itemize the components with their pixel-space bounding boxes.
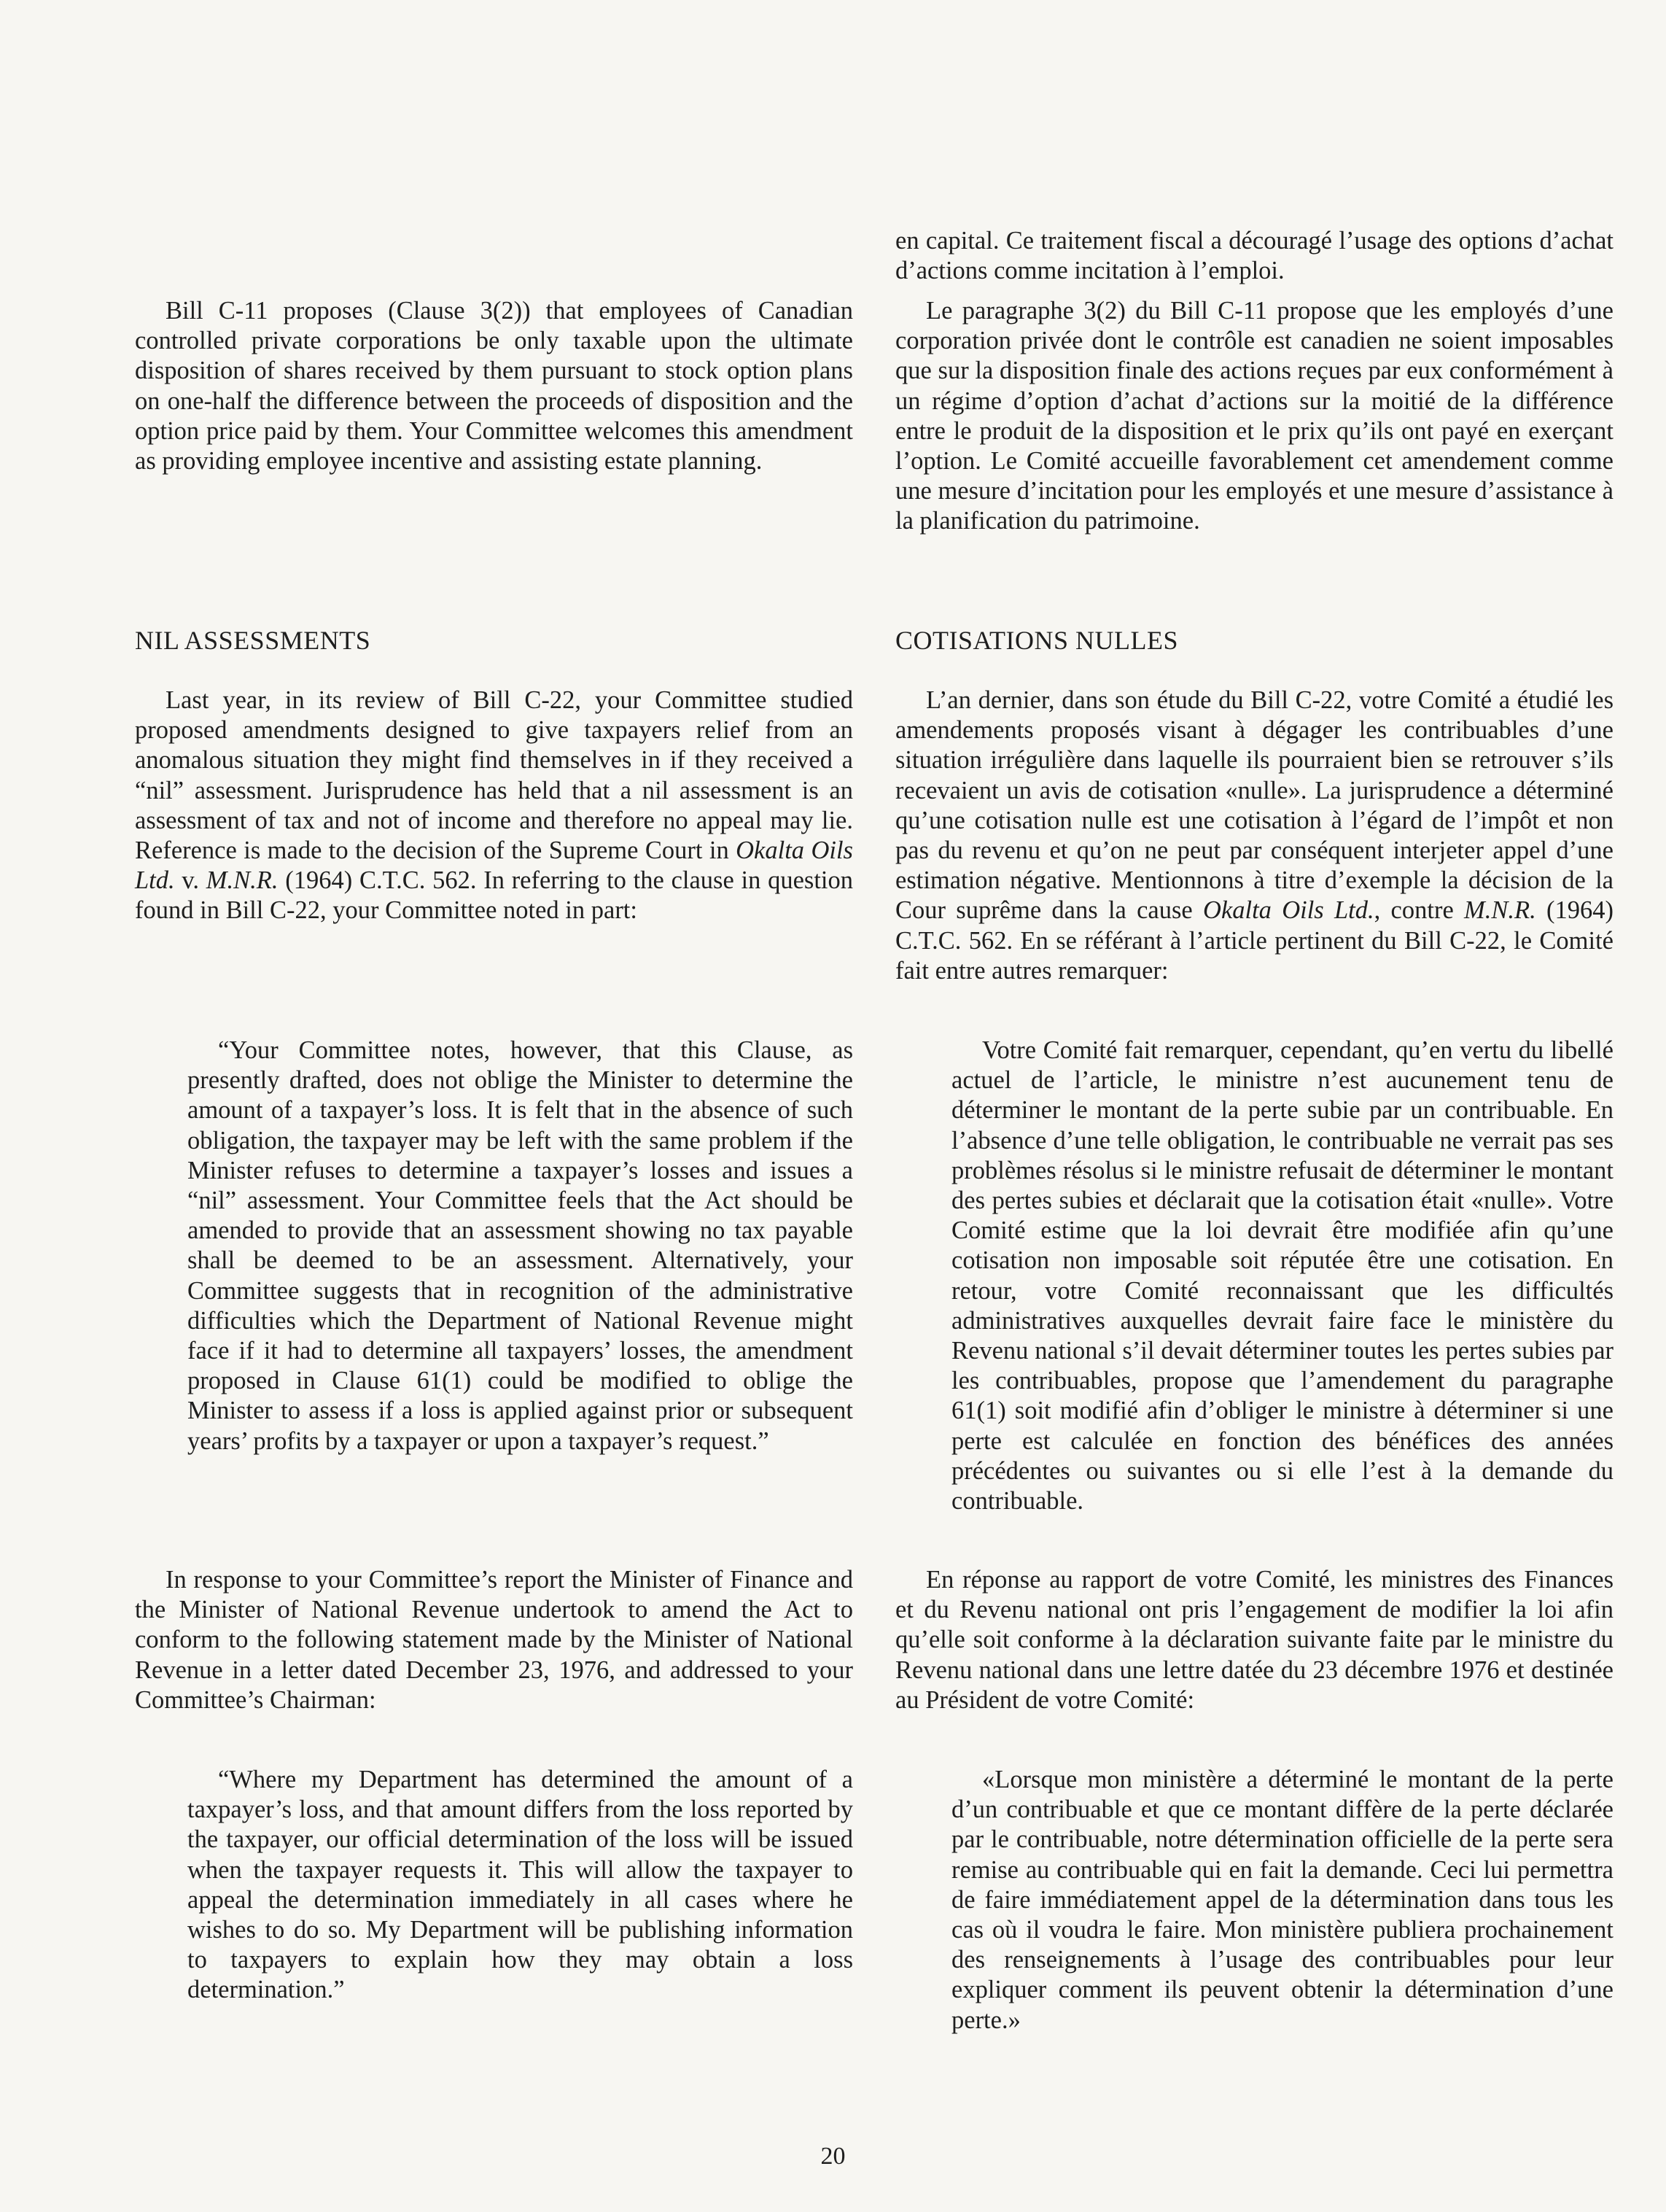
fr-paragraph-1 bbox=[895, 686, 1614, 986]
fr-quote-1 bbox=[951, 1036, 1614, 1516]
en-paragraph-1 bbox=[135, 686, 853, 926]
en-intro-block bbox=[135, 296, 853, 476]
en-quote-1 bbox=[187, 1036, 853, 1456]
fr-paragraph-2: En réponse au rapport de votre Comité, les ministres des Finances et du Revenu national ont pris l’engagement de modifier la loi afin qu’elle soit conforme à la déclaration suivante faite par le ministre du Revenu national dans une lettre datée du 23 décembre 1976 et destinée au Président de votre Comité: bbox=[895, 1566, 1614, 1714]
en-section-heading: NIL ASSESSMENTS bbox=[135, 626, 371, 655]
fr-section-heading: COTISATIONS NULLES bbox=[895, 626, 1179, 655]
en-intro-paragraph: Bill C-11 proposes (Clause 3(2)) that employees of Canadian controlled private corporations be only taxable upon the ultimate disposition of shares received by them pursuant to stock option plans on one-half the difference between the proceeds of disposition and the option price paid by them. Your Committee welcomes this amendment as providing employee incentive and assisting estate planning. bbox=[135, 297, 853, 476]
en-paragraph-2: In response to your Committee’s report the Minister of Finance and the Minister of National Revenue undertook to amend the Act to conform to the following statement made by the Minister of National Revenue in a letter dated December 23, 1976, and addressed to your Committee’s Chairman: bbox=[135, 1566, 853, 1714]
fr-para1-text-a: L’an dernier, dans son étude du Bill C-22, votre Comité a étudié les amendements proposés visant à dégager les contribuables d’une situation irrégulière dans laquelle ils pourraient bien se retrouver s’ils recevaient un avis de cotisation «nulle». La jurisprudence a déterminé qu’une cotisation nulle est une cotisation à l’égard de l’impôt et non pas du revenu et qu’on ne peut par conséquent interjeter appel d’une estimation négative. Mentionnons à titre d’exemple la décision de la Cour suprême dans la cause bbox=[895, 686, 1614, 925]
en-para2-block bbox=[135, 1565, 853, 1715]
en-versus: v. bbox=[174, 866, 206, 895]
fr-carryover-text: en capital. Ce traitement fiscal a découragé l’usage des options d’achat d’actions comme incitation à l’emploi. bbox=[895, 227, 1614, 285]
fr-case-name: Okalta Oils Ltd. bbox=[1203, 896, 1374, 925]
fr-para1-block bbox=[895, 686, 1614, 986]
fr-quote-1-text: Votre Comité fait remarquer, cependant, qu’en vertu du libellé actuel de l’article, le ministre n’est aucunement tenu de déterminer le montant de la perte subie par un contribuable. En l’absence d’une telle obligation, le contribuable ne verrait pas ses problèmes résolus si le ministre refusait de déterminer le montant des pertes subies et déclarait que la cotisation était «nulle». Votre Comité estime que la loi devrait être modifiée afin qu’une cotisation non imposable soit réputée être une cotisation. En retour, votre Comité reconnaissant que les difficultés administratives auxquelles devrait faire face le ministère du Revenu national s’il devait déterminer toutes les pertes subies par les contribuables, propose que l’amendement du paragraphe 61(1) soit modifié afin d’obliger le ministre à déterminer si une perte est calculée en fonction des bénéfices des années précédentes ou suivantes ou si elle l’est à la demande du contribuable. bbox=[951, 1036, 1614, 1516]
en-quote-1-text: “Your Committee notes, however, that this Clause, as presently drafted, does not oblige the Minister to determine the amount of a taxpayer’s loss. It is felt that in the absence of such obligation, the taxpayer may be left with the same problem if the Minister refuses to determine a taxpayer’s losses and issues a “nil” assessment. Your Committee feels that the Act should be amended to provide that an assessment showing no tax payable shall be deemed to be an assessment. Alternatively, your Committee suggests that in recognition of the administrative difficulties which the Department of National Revenue might face if it had to determine all taxpayers’ losses, the amendment proposed in Clause 61(1) could be modified to oblige the Minister to assess if a loss is applied against prior or subsequent years’ profits by a taxpayer or upon a taxpayer’s request.” bbox=[187, 1036, 853, 1455]
fr-carryover-block bbox=[895, 226, 1614, 286]
en-para1-text-b: (1964) C.T.C. 562. In referring to the clause in question found in Bill C-22, your Committee noted in part: bbox=[135, 866, 853, 925]
fr-intro-block bbox=[895, 296, 1614, 537]
en-para1-text-a: Last year, in its review of Bill C-22, your Committee studied proposed amendments designed to give taxpayers relief from an anomalous situation they might find themselves in if they received a “nil” assessment. Jurisprudence has held that a nil assessment is an assessment of tax and not of income and therefore no appeal may lie. Reference is made to the decision of the Supreme Court in bbox=[135, 686, 853, 865]
en-quote-2 bbox=[187, 1765, 853, 2006]
fr-quote-2-text: «Lorsque mon ministère a déterminé le montant de la perte d’un contribuable et que ce montant diffère de la perte déclarée par le contribuable, notre détermination officielle de la perte sera remise au contribuable qui en fait la demande. Ceci lui permettra de faire immédiatement appel de la détermination dans tous les cas où il voudra le faire. Mon ministère publiera prochainement des renseignements à l’usage des contribuables pour leur expliquer comment ils peuvent obtenir la détermination d’une perte.» bbox=[951, 1766, 1614, 2034]
en-para1-block bbox=[135, 686, 853, 926]
page-number: 20 bbox=[820, 2143, 846, 2170]
fr-versus: , contre bbox=[1374, 896, 1465, 925]
en-case-name: Okalta Oils Ltd. bbox=[135, 837, 853, 895]
en-respondent: M.N.R. bbox=[206, 866, 279, 895]
fr-respondent: M.N.R. bbox=[1464, 896, 1536, 925]
fr-quote-2 bbox=[951, 1765, 1614, 2036]
fr-para1-text-b: (1964) C.T.C. 562. En se référant à l’article pertinent du Bill C-22, le Comité fait entre autres remarquer: bbox=[895, 896, 1614, 985]
en-quote-2-text: “Where my Department has determined the amount of a taxpayer’s loss, and that amount differs from the loss reported by the taxpayer, our official determination of the loss will be issued when the taxpayer requests it. This will allow the taxpayer to appeal the determination immediately in all cases where he wishes to do so. My Department will be publishing information to taxpayers to explain how they may obtain a loss determination.” bbox=[187, 1766, 853, 2004]
fr-para2-block bbox=[895, 1565, 1614, 1715]
fr-intro-paragraph: Le paragraphe 3(2) du Bill C-11 propose que les employés d’une corporation privée dont le contrôle est canadien ne soient imposables que sur la disposition finale des actions reçues par eux conformément à un régime d’option d’achat d’actions sur la moitié de la différence entre le produit de la disposition et le prix qu’ils ont payé en exerçant l’option. Le Comité accueille favorablement cet amendement comme une mesure d’incitation pour les employés et une mesure d’assistance à la planification du patrimoine. bbox=[895, 297, 1614, 535]
